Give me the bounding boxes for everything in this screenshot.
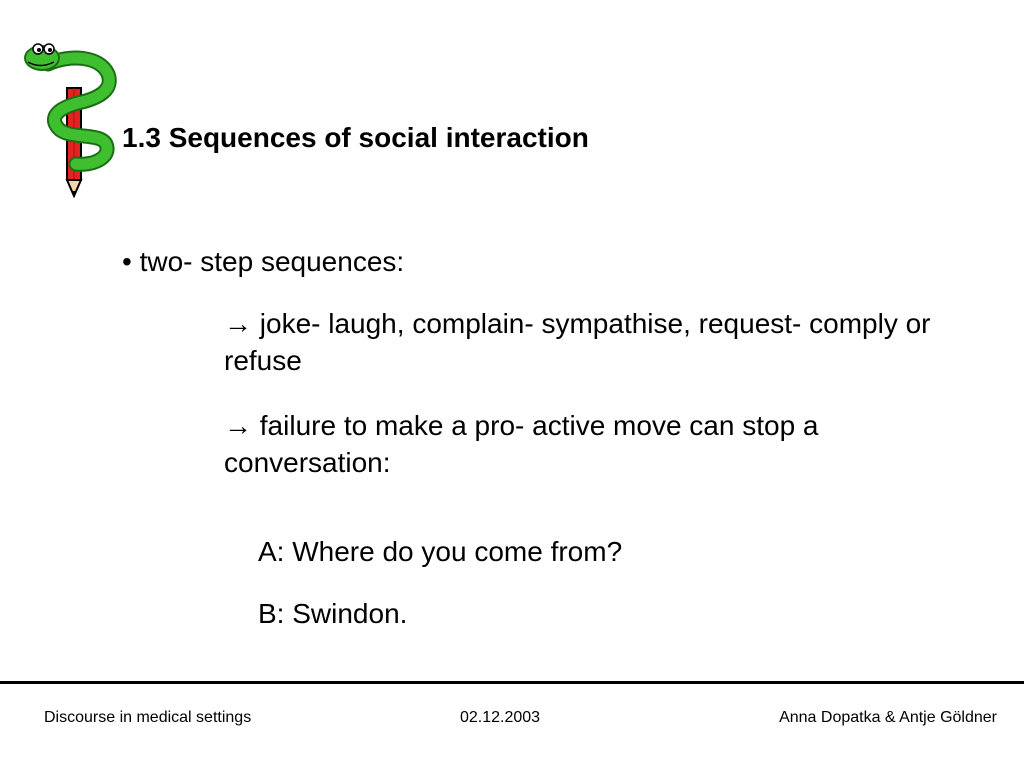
- slide-title: 1.3 Sequences of social interaction: [122, 122, 589, 153]
- arrow-point-failure: → failure to make a pro- active move can stop a conversation:: [224, 410, 819, 478]
- dialogue-line-a: A: Where do you come from?: [258, 536, 623, 567]
- footer-course-title: Discourse in medical settings: [44, 709, 252, 726]
- footer-date: 02.12.2003: [460, 709, 541, 726]
- snake-on-pencil-icon: [18, 36, 128, 198]
- bullet-two-step-sequences: • two- step sequences:: [122, 246, 405, 277]
- footer-authors: Anna Dopatka & Antje Göldner: [779, 709, 997, 726]
- footer-divider: [0, 681, 1024, 684]
- dialogue-line-b: B: Swindon.: [258, 598, 408, 629]
- arrow-point-examples: → joke- laugh, complain- sympathise, request- comply or refuse: [224, 308, 931, 376]
